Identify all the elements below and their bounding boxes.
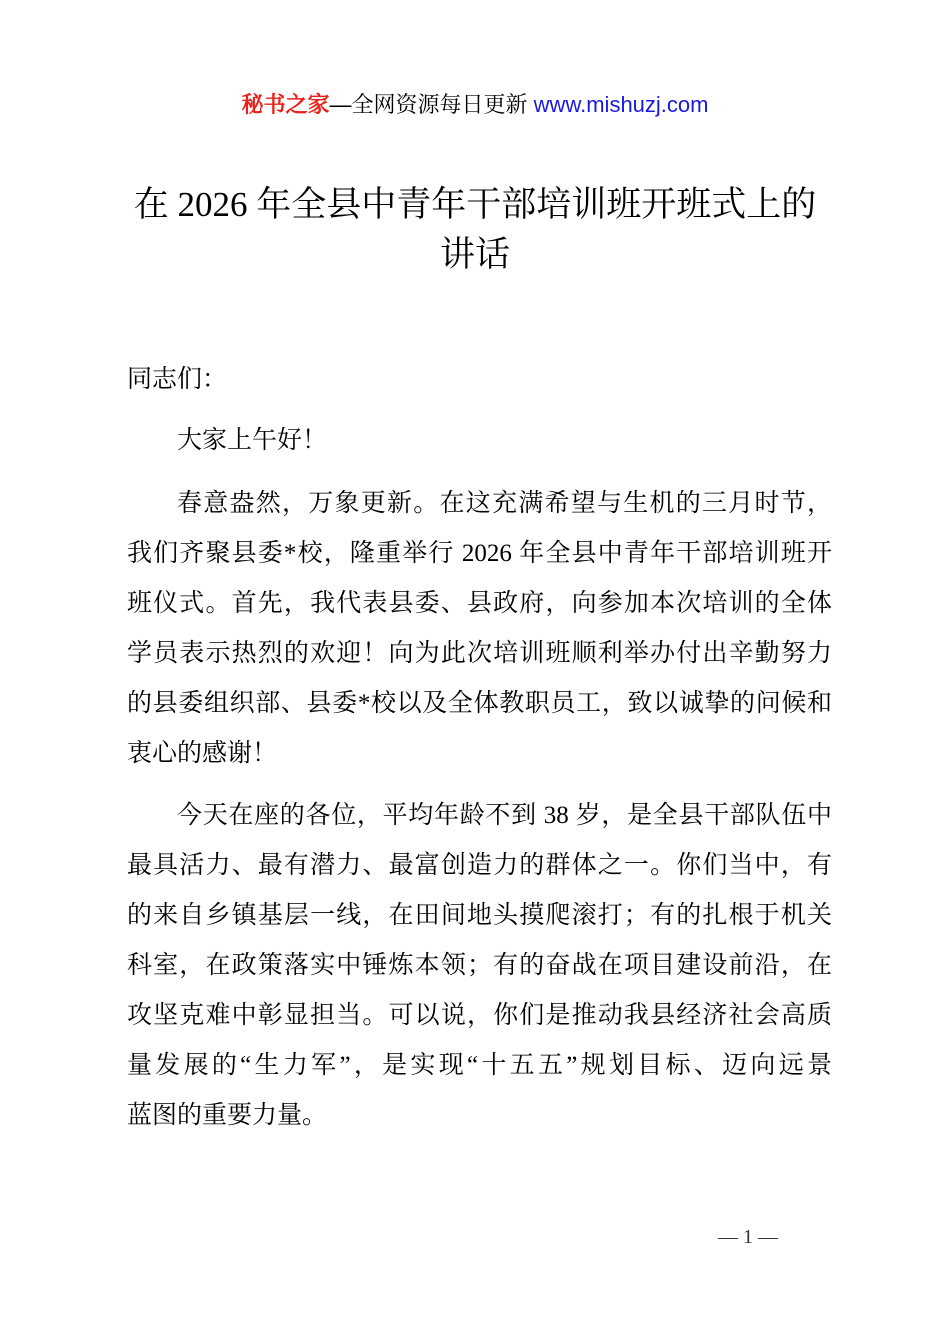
paragraph-line: 春意盎然，万象更新。在这充满希望与生机的三月时节， — [177, 490, 832, 517]
paragraph-line: 蓝图的重要力量。 — [127, 1102, 328, 1129]
paragraph-line: 学员表示热烈的欢迎！向为此次培训班顺利举办付出辛勤努力 — [127, 640, 832, 667]
title-line: 讲话 — [439, 235, 510, 274]
paragraph-line: 我们齐聚县委*校，隆重举行 2026 年全县中青年干部培训班开 — [127, 540, 832, 567]
site-header — [0, 88, 950, 119]
paragraph-line: 最具活力、最有潜力、最富创造力的群体之一。你们当中，有 — [127, 852, 832, 879]
paragraph-line: 攻坚克难中彰显担当。可以说，你们是推动我县经济社会高质 — [127, 1002, 832, 1029]
title-line: 在 2026 年全县中青年干部培训班开班式上的 — [133, 185, 817, 224]
paragraph-line: 科室，在政策落实中锤炼本领；有的奋战在项目建设前沿，在 — [127, 952, 832, 979]
paragraph-line: 的来自乡镇基层一线，在田间地头摸爬滚打；有的扎根于机关 — [127, 902, 832, 929]
document-title — [0, 180, 950, 280]
paragraph-line: 量发展的“生力军”，是实现“十五五”规划目标、迈向远景 — [127, 1052, 832, 1079]
header-slogan: —全网资源每日更新 — [329, 92, 528, 117]
greeting: 大家上午好！ — [177, 427, 328, 454]
paragraph-line: 班仪式。首先，我代表县委、县政府，向参加本次培训的全体 — [127, 590, 832, 617]
page-number: — 1 — — [718, 1226, 778, 1248]
salutation: 同志们： — [127, 366, 228, 393]
header-url-link[interactable]: www.mishuzj.com — [533, 92, 709, 117]
paragraph-line: 今天在座的各位，平均年龄不到 38 岁，是全县干部队伍中 — [177, 802, 832, 829]
paragraph-line: 衷心的感谢！ — [127, 740, 278, 767]
brand-name: 秘书之家 — [241, 92, 330, 117]
paragraph-line: 的县委组织部、县委*校以及全体教职员工，致以诚挚的问候和 — [127, 690, 832, 717]
